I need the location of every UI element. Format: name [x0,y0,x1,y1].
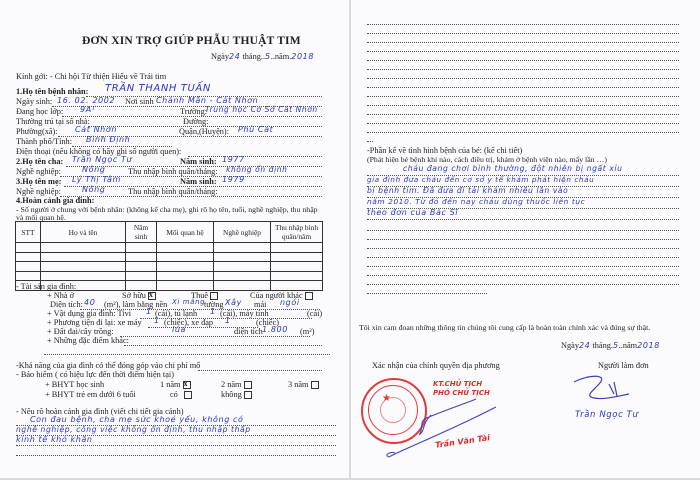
authority-signer: Trần Văn Tài [434,433,491,450]
signature-date-line: Ngày24 tháng.5..năm2018 [561,341,660,350]
bhyt-3year-checkbox[interactable] [311,381,319,389]
situation-line-2: nghề nghiệp, công việc không ổn định, thu nhập thấp [16,425,251,434]
bhyt-child-yes-checkbox[interactable] [184,391,192,399]
bhyt-1year-checkbox[interactable] [183,381,191,389]
patient-dob: 16. 02. 2002 [57,96,116,105]
rented-option: Thuê [191,291,218,301]
illness-line-3: bị bệnh tim. Đã đưa đi tái khám nhiều lần vào [367,186,569,195]
addressee: Kính gởi: - Chi hội Từ thiện Hiếu về Trái tim [16,72,167,81]
roof-material: ngói [280,298,300,307]
illness-heading: -Phần kể về tình hình bệnh của bé: (kể chi tiết) [367,146,523,155]
declaration: Tôi xin cam đoan những thông tin chúng tôi cung cấp là hoàn toàn chính xác và đúng sự thật. [359,323,651,332]
situation-line-3: kinh tế khó khăn [16,435,93,444]
stamp-subtitle: PHÓ CHỦ TỊCH [433,389,490,397]
table-row [16,243,323,253]
others-checkbox[interactable] [305,292,313,300]
illness-line-1: cháu đang chơi bình thường, đột nhiên bị ngất xỉu [403,164,623,173]
authority-signature [381,395,501,465]
motorbike-count: 1 [154,316,160,325]
applicant-name: Trần Ngọc Tư [575,410,639,420]
fridge-count: 1 [210,307,216,316]
patient-school: Trung học Cơ Sở Cát Nhơn [205,105,318,114]
owned-checkbox[interactable] [148,292,156,300]
bhyt-child-no-checkbox[interactable] [244,391,252,399]
date-line: Ngày24 tháng..5..năm.2018 [211,52,315,61]
applicant-label: Người làm đơn [598,361,649,370]
patient-class: 9A¹ [80,105,96,114]
mother-birth-year: 1979 [222,175,245,184]
father-birth-year: 1977 [222,155,245,164]
illness-line-4: năm 2010. Từ đó đến nay cháu dùng thuốc liên tục [367,197,586,206]
date-year: 2018 [291,52,315,61]
patient-name-label: 1.Họ tên bệnh nhân: [16,87,89,96]
authority-label: Xác nhận của chính quyền địa phương [372,361,500,370]
table-row [16,262,323,272]
bicycle-count: 1 [225,316,231,325]
father-name: Trần Ngọc Tư [72,155,133,164]
date-month: 5 [265,52,271,61]
patient-district: Phù Cát [238,125,274,134]
patient-ward: Cát Nhơn [75,125,117,134]
others-option: Của người khác [250,291,313,301]
stamp-title: KT.CHỦ TỊCH [433,380,483,388]
father-income: không ổn định [226,165,288,174]
rented-checkbox[interactable] [210,292,218,300]
tv-count: 1 [146,307,152,316]
land-area: 1.800 [262,325,288,334]
illness-line-5: theo đơn của Bác Sĩ [367,208,459,217]
patient-name: TRẦN THANH TUẤN [105,83,211,94]
owned-option: Sở hữu x [122,291,156,301]
wall-material: Xây [225,298,242,307]
bhyt-2year-checkbox[interactable] [244,381,252,389]
star-icon: ★ [382,393,391,404]
father-job: Nông [82,165,106,174]
family-heading: 4.Hoàn cảnh gia đình: [16,196,95,205]
patient-birthplace: Chánh Mẫn - Cát Nhơn [156,96,259,105]
form-title: ĐƠN XIN TRỢ GIÚP PHẪU THUẬT TIM [82,35,301,47]
form-left-page: ĐƠN XIN TRỢ GIÚP PHẪU THUẬT TIM Ngày24 tháng..5..năm.2018 Kính gởi: - Chi hội Từ thiện Hiếu về Trái tim 1.Họ tên bệnh nhân: TRẦN THANH TUẤN Ngày sinh: 16. 02. 2002 Nơi sinh Chánh Mẫn - Cát Nhơn Đang học lớp: 9A¹ Trường: Trung học Cơ Sở Cát Nhơn Thường trú tại số nhà: Đường: Phường(xã): Cát Nhơn Quận,(Huyện): Phù Cát Thành phố/Tỉnh: Bình Định Điện thoại (nếu không có hãy ghi số người quen): 2.Họ tên cha: Trần Ngọc Tư Năm sinh: 1977 Nghề nghiệp: Nông Thu nhập bình quân/tháng: không ổn định 3.Họ tên mẹ: Lý Thị Tâm Năm sinh: 1979 Nghề nghiệp: Nông Thu nhập bình quân/tháng: 4.Hoàn cảnh gia đình: - Số người ở chung với bệnh nhân: (không kể cha mẹ), ghi rõ họ tên, tuổi, nghề nghiệp, thu nhập và mối quan hệ. STT Họ và tên Năm sinh Mối quan hệ Nghề nghiệp Thu nhập bình quân/năm - Tài sản gia đình: + Nhà ở Sở hữu x Thuê Của người khác Diện tích: 40 (m²), làm bằng nền Xi măng tường Xây mái ngói + Vật dụng gia đình: Tivi 1 (cái), tủ lạnh 1 (cái), máy tính (cái) + Phương tiện đi lại: xe máy 1 (chiếc), xe đạp 1 (chiếc) + Đất đai/cây trồng: lúa diện tích 1.800 (m²) + Những đặc điểm khác: -Khả năng của gia đình có thể đóng góp vào chi phí mổ - Bảo hiểm ( có hiệu lực đến thời điểm hiện tại) + BHYT học sinh 1 năm x 2 năm 3 năm + BHYT trẻ em dưới 6 tuổi có không - Nêu rõ hoàn cảnh gia đình (viết chi tiết gia cảnh) Con đau bệnh, cha mẹ sức khoẻ yếu, không có nghề nghiệp, công việc không ổn định, thu nhập thấp kinh tế khó khăn [0,0,349,478]
mother-job: Nông [82,185,106,194]
cohabitants-table: STT Họ và tên Năm sinh Mối quan hệ Nghề nghiệp Thu nhập bình quân/năm [15,221,323,291]
table-row [16,271,323,281]
table-row [16,252,323,262]
date-day: 24 [228,52,241,61]
land-crop: lúa [172,325,186,334]
applicant-signature [569,372,639,412]
floor-material: Xi măng [172,298,206,306]
house-area: 40 [84,298,96,307]
illness-line-2: gia đình đưa cháu đến cơ sở y tế khám phát hiện cháu [367,175,595,184]
form-right-page: -Phần kể về tình hình bệnh của bé: (kể chi tiết) (Phát hiện bé bệnh khi nào, cách điều trị, khám ở bệnh viện nào, mấy lần …) cháu đang chơi bình thường, đột nhiên bị ngất xỉu gia đình đưa cháu đến cơ sở y tế khám phát hiện cháu bị bệnh tim. Đã đưa đi tái khám nhiều lần vào năm 2010. Từ đó đến nay cháu dùng thuốc liên tục theo đơn của Bác Sĩ Tôi xin cam đoan những thông tin chúng tôi cung cấp là hoàn toàn chính xác và đúng sự thật. Ngày24 tháng.5..năm2018 Xác nhận của chính quyền địa phương Người làm đơn ★ KT.CHỦ TỊCH PHÓ CHỦ TỊCH Trần Văn Tài Trần Ngọc Tư [351,0,700,478]
situation-line-1: Con đau bệnh, cha mẹ sức khoẻ yếu, không có [30,415,244,424]
patient-city: Bình Định [86,135,131,144]
mother-name: Lý Thị Tâm [72,175,121,184]
